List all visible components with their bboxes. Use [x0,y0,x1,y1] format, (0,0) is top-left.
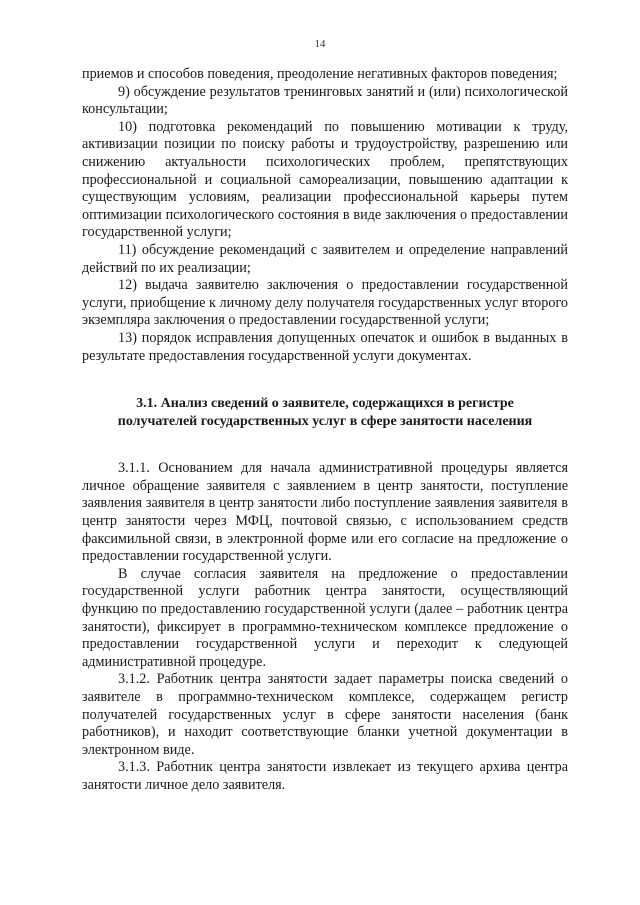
list-item-13: 13) порядок исправления допущенных опечаток и ошибок в выданных в результате предоставления государственной услуги документах. [82,329,568,364]
list-item-9: 9) обсуждение результатов тренинговых занятий и (или) психологической консультации; [82,83,568,118]
list-item-11: 11) обсуждение рекомендаций с заявителем и определение направлений действий по их реализации; [82,241,568,276]
list-item-continuation: приемов и способов поведения, преодоление негативных факторов поведения; [82,66,558,82]
section-heading-line-2: получателей государственных услуг в сфере занятости населения [117,413,533,429]
list-item-12: 12) выдача заявителю заключения о предоставлении государственной услуги, приобщение к личному делу получателя государственных услуг второго экземпляра заключения о предоставлении государственной услуги; [82,277,568,329]
section-heading-line-1: 3.1. Анализ сведений о заявителе, содержащихся в регистре [136,396,514,412]
paragraph-consent: В случае согласия заявителя на предложение о предоставлении государственной услуги работник центра занятости, осуществляющий функцию по предоставлению государственной услуги (далее – работник центра занятости), фиксирует в программно-техническом комплексе предложение о предоставлении государственной услуги и переходит к следующей административной процедуре. [82,565,568,670]
paragraph-3-1-1: 3.1.1. Основанием для начала административной процедуры является личное обращение заявителя с заявлением в центр занятости, поступление заявления заявителя в центр занятости либо поступление заявления заявителя в центр занятости через МФЦ, почтовой связью, с использованием средств факсимильной связи, в электронной форме или его согласие на предложение о предоставлении государственной услуги. [82,460,568,565]
paragraph-3-1-3: 3.1.3. Работник центра занятости извлекает из текущего архива центра занятости личное дело заявителя. [82,759,568,793]
document-body [82,66,568,795]
paragraph-3-1-2: 3.1.2. Работник центра занятости задает параметры поиска сведений о заявителе в программно-техническом комплексе, содержащем регистр получателей государственных услуг в сфере занятости населения (банк работников), и находит соответствующие бланки учетной документации в электронном виде. [82,671,568,758]
page-number: 14 [314,38,326,50]
list-item-10: 10) подготовка рекомендаций по повышению мотивации к труду, активизации позиции по поиску работы и трудоустройству, разрешению или снижению актуальности психологических проблем, препятствующих профессиональной и социальной самореализации, повышению адаптации к существующим условиям, реализации профессиональной карьеры путем оптимизации психологического состояния в виде заключения о предоставлении государственной услуги; [82,118,568,241]
section-heading [82,395,568,430]
